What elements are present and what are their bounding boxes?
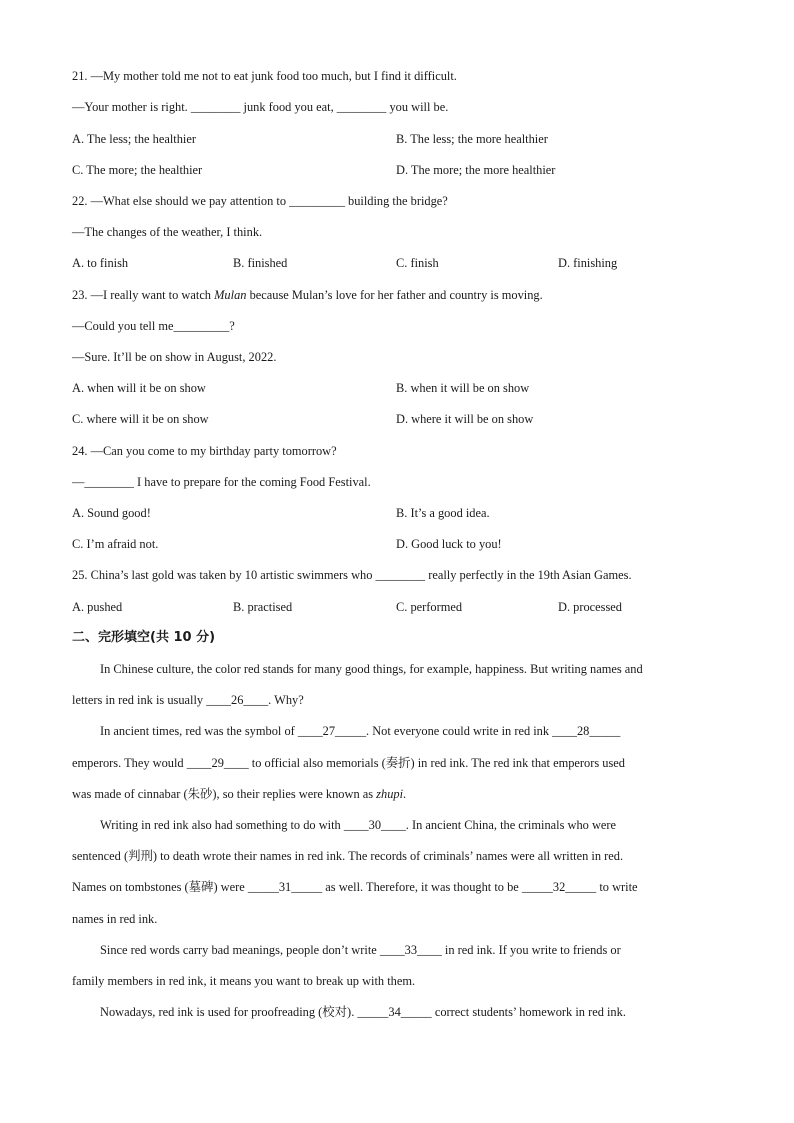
q22-stem-part: 22. —What else should we pay attention to xyxy=(72,194,290,208)
blank-32: _____32_____ xyxy=(521,880,597,894)
q25-option-d: D. processed xyxy=(558,600,622,614)
q25-stem-part: really perfectly in the 19th Asian Games. xyxy=(425,568,632,582)
passage-text: Names on tombstones (墓碑) were xyxy=(72,880,248,894)
q25-option-c: C. performed xyxy=(396,600,463,614)
q21-blank-2: ________ xyxy=(336,100,387,114)
passage-text: letters in red ink is usually xyxy=(72,693,207,707)
q21-reply-part: —Your mother is right. xyxy=(72,100,191,114)
section-heading: 二、完形填空(共 10 分) xyxy=(72,630,216,645)
passage-line xyxy=(100,942,750,958)
q21-blank-1: ________ xyxy=(190,100,241,114)
q22-option-b: B. finished xyxy=(233,256,288,270)
q23-stem xyxy=(72,287,543,303)
passage-line: names in red ink. xyxy=(72,912,158,926)
blank-34: _____34_____ xyxy=(357,1005,432,1019)
q22-stem-part: building the bridge? xyxy=(344,194,448,208)
q23-option-a: A. when will it be on show xyxy=(72,381,206,395)
blank-28: ____28_____ xyxy=(552,724,621,738)
blank-33: ____33____ xyxy=(379,943,442,957)
passage-line: In Chinese culture, the color red stands for many good things, for example, happiness. But writing names and xyxy=(100,662,643,676)
q23-ask-part: —Could you tell me xyxy=(72,319,174,333)
blank-26: ____26____ xyxy=(206,693,269,707)
passage-text: Since red words carry bad meanings, people don’t write xyxy=(100,943,380,957)
passage-text: as well. Therefore, it was thought to be xyxy=(322,880,522,894)
passage-text: Writing in red ink also had something to do with xyxy=(100,818,344,832)
q24-blank: ________ xyxy=(84,475,134,489)
q21-option-c: C. The more; the healthier xyxy=(72,163,203,177)
q24-option-a: A. Sound good! xyxy=(72,506,151,520)
passage-text: Nowadays, red ink is used for proofreading (校对). xyxy=(100,1005,358,1019)
q25-blank: ________ xyxy=(375,568,426,582)
q22-stem xyxy=(72,193,448,209)
q23-ask-part: ? xyxy=(229,319,235,333)
blank-27: ____27_____ xyxy=(297,724,367,738)
q21-reply xyxy=(72,99,448,115)
passage-text: was made of cinnabar (朱砂), so their replies were known as xyxy=(72,787,377,801)
passage-line xyxy=(100,723,750,739)
q22-option-d: D. finishing xyxy=(558,256,618,270)
passage-text: emperors. They would xyxy=(72,756,187,770)
passage-line xyxy=(72,786,722,802)
passage-text: in red ink. If you write to friends or xyxy=(441,943,621,957)
passage-text: . Why? xyxy=(268,693,304,707)
q23-reply: —Sure. It’ll be on show in August, 2022. xyxy=(72,350,277,364)
q21-option-b: B. The less; the more healthier xyxy=(396,132,548,146)
passage-line xyxy=(100,1004,750,1020)
q23-stem-part: 23. —I really want to watch xyxy=(72,288,215,302)
passage-text: . xyxy=(403,787,407,801)
blank-31: _____31_____ xyxy=(247,880,323,894)
passage-text: correct students’ homework in red ink. xyxy=(431,1005,626,1019)
zhupi-term: zhupi xyxy=(376,787,404,801)
q21-stem: 21. —My mother told me not to eat junk food too much, but I find it difficult. xyxy=(72,69,457,83)
blank-30: ____30____ xyxy=(343,818,406,832)
passage-text: to official also memorials (奏折) in red ink. The red ink that emperors used xyxy=(248,756,626,770)
q23-option-d: D. where it will be on show xyxy=(396,412,534,426)
q23-ask xyxy=(72,318,235,334)
q24-reply xyxy=(72,474,371,490)
q21-reply-part: you will be. xyxy=(386,100,449,114)
blank-29: ____29____ xyxy=(186,756,249,770)
passage-line: sentenced (判刑) to death wrote their names in red ink. The records of criminals’ names were all written in red. xyxy=(72,849,624,863)
q22-blank: _________ xyxy=(289,194,345,208)
passage-text: . In ancient China, the criminals who were xyxy=(405,818,617,832)
q22-option-a: A. to finish xyxy=(72,256,129,270)
passage-line xyxy=(72,692,722,708)
passage-text: . Not everyone could write in red ink xyxy=(366,724,553,738)
q21-option-a: A. The less; the healthier xyxy=(72,132,196,146)
q24-stem: 24. —Can you come to my birthday party tomorrow? xyxy=(72,444,337,458)
q22-reply: —The changes of the weather, I think. xyxy=(72,225,263,239)
passage-line xyxy=(100,817,750,833)
q24-reply-part: — xyxy=(72,475,85,489)
passage-text: In ancient times, red was the symbol of xyxy=(100,724,298,738)
q25-option-b: B. practised xyxy=(233,600,293,614)
q21-option-d: D. The more; the more healthier xyxy=(396,163,556,177)
q23-option-b: B. when it will be on show xyxy=(396,381,530,395)
q21-reply-part: junk food you eat, xyxy=(240,100,337,114)
passage-line xyxy=(72,755,722,771)
passage-line: family members in red ink, it means you want to break up with them. xyxy=(72,974,416,988)
q25-option-a: A. pushed xyxy=(72,600,123,614)
q23-option-c: C. where will it be on show xyxy=(72,412,209,426)
q24-reply-part: I have to prepare for the coming Food Festival. xyxy=(133,475,371,489)
q24-option-b: B. It’s a good idea. xyxy=(396,506,490,520)
q23-movie-title: Mulan xyxy=(214,288,247,302)
q25-stem xyxy=(72,567,632,583)
q24-option-c: C. I’m afraid not. xyxy=(72,537,159,551)
q25-stem-part: 25. China’s last gold was taken by 10 artistic swimmers who xyxy=(72,568,376,582)
q23-blank: _________ xyxy=(173,319,230,333)
q22-option-c: C. finish xyxy=(396,256,439,270)
q23-stem-part: because Mulan’s love for her father and country is moving. xyxy=(246,288,543,302)
passage-line xyxy=(72,879,722,895)
passage-text: to write xyxy=(596,880,638,894)
q24-option-d: D. Good luck to you! xyxy=(396,537,502,551)
